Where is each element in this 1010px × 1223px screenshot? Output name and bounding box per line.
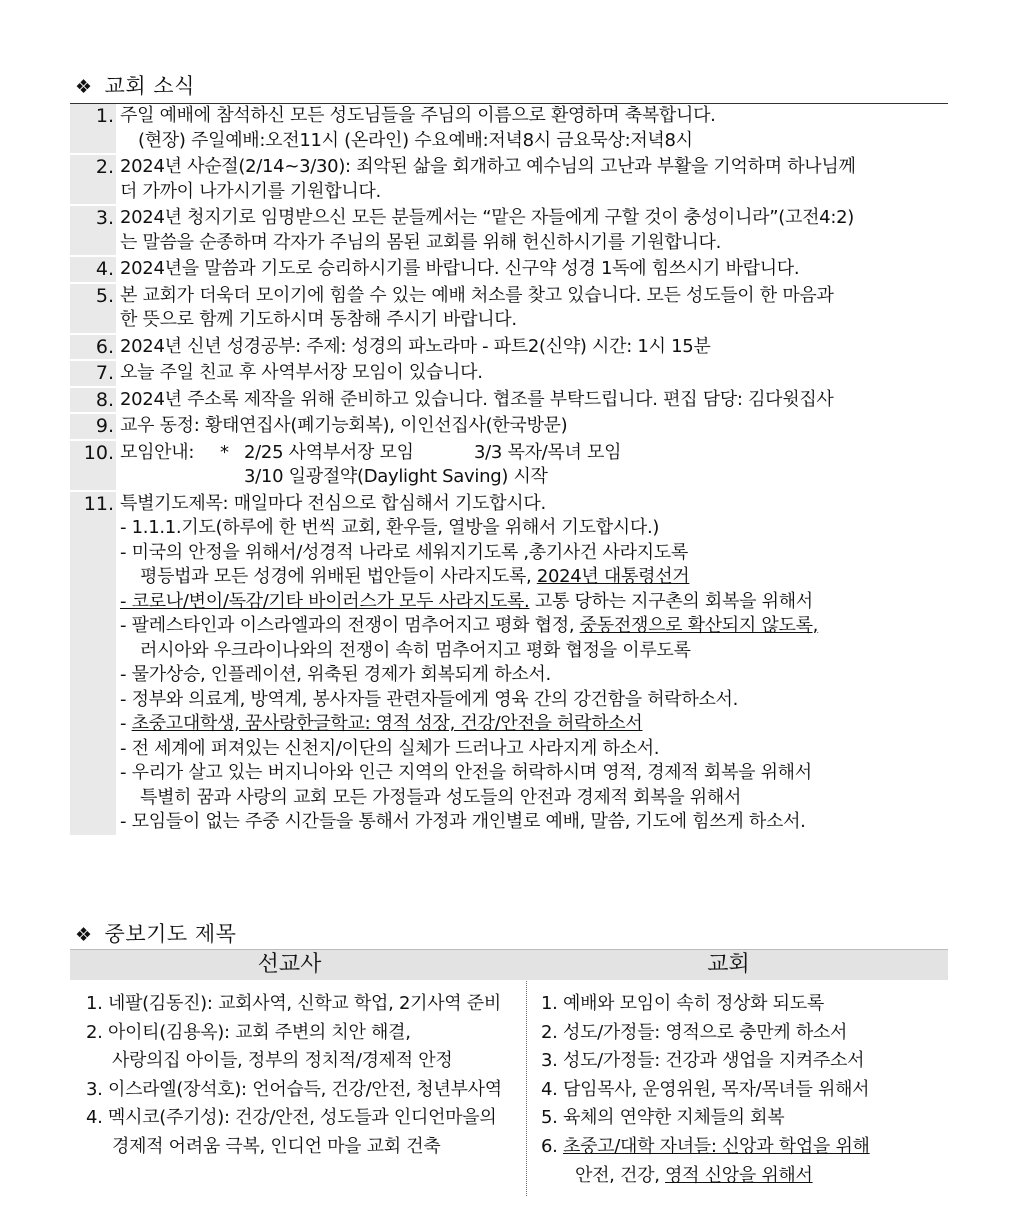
meeting-entry: 3/10 일광절약(Daylight Saving) 시작 [244,466,548,487]
prayer-bullet [120,614,948,639]
news-item [70,284,948,333]
prayer-title: 특별기도제목: 매일마다 전심으로 합심해서 기도합시다. [120,492,546,514]
news-item [70,155,948,204]
diamond-bullet-icon: ❖ [75,924,93,946]
prayer-bullet [120,712,948,737]
news-item-text [116,284,948,333]
news-item-number: 8. [70,388,116,413]
news-item-number: 9. [70,414,116,439]
missionary-item-cont: 사랑의집 아이들, 정부의 정치적/경제적 안정 [112,1050,453,1072]
news-item-text [116,388,948,413]
news-item-number: 1. [70,104,116,153]
church-column-header: 교회 [707,952,750,977]
prayer-bullet: - 미국의 안정을 위해서/성경적 나라로 세워지기도록 ,총기사건 사라지도록 [120,541,688,563]
meeting-entry: 3/3 목자/목녀 모임 [474,441,622,463]
news-item-number: 3. [70,206,116,255]
church-item: 5. 육체의 연약한 지체들의 회복 [541,1107,785,1129]
news-list [70,104,948,835]
news-item-text [116,492,948,835]
diamond-bullet-icon: ❖ [75,76,93,98]
missionary-list [86,990,522,1162]
church-list [541,990,946,1190]
news-line: 오늘 주일 친교 후 사역부서장 모임이 있습니다. [120,362,483,383]
news-item [70,361,948,386]
prayer-bullet: - 모임들이 없는 주중 시간들을 통해서 가정과 개인별로 예배, 말씀, 기도에 힘쓰게 하소서. [120,811,806,832]
church-item-cont [541,1162,946,1191]
prayer-bullet-cont: 러시아와 우크라이나와의 전쟁이 속히 멈추어지고 평화 협정을 이루도록 [140,639,691,661]
church-item: 1. 예배와 모임이 속히 정상화 되도록 [541,993,824,1014]
prayer-bullet-cont [120,565,948,590]
intercession-section-title [75,920,236,949]
church-item: 2. 성도/가정들: 영적으로 충만케 하소서 [541,1021,848,1043]
news-item-number: 5. [70,284,116,333]
news-line: 2024년 사순절(2/14~3/30): 죄악된 삶을 회개하고 예수님의 고난과 부활을 기억하며 하나님께 [120,156,856,177]
missionary-item: 4. 멕시코(주기성): 건강/안전, 성도들과 인디언마을의 [86,1107,497,1129]
news-item-text [116,361,948,386]
news-section-title [75,72,195,101]
news-item [70,414,948,439]
news-item-number: 11. [70,492,116,835]
church-item-underlined: 초중고/대학 자녀들: 신앙과 학업을 위해 [563,1135,870,1157]
prayer-text-underlined: 초중고대학생, 꿈사랑한글학교: 영적 성장, 건강/안전을 허락하소서 [131,713,643,734]
news-item-text [116,206,948,255]
prayer-text: - 팔레스타인과 이스라엘과의 전쟁이 멈추어지고 평화 협정, [120,615,580,636]
church-item-number: 6. [541,1135,563,1157]
church-item-underlined: 영적 신앙을 위해서 [665,1164,813,1186]
prayer-bullet: - 물가상승, 인플레이션, 위축된 경제가 회복되게 하소서. [120,664,551,685]
news-item-text [116,335,948,360]
prayer-text: 고통 당하는 지구촌의 회복을 위해서 [529,590,813,612]
news-item [70,388,948,413]
news-item-text [116,257,948,282]
news-item-number: 6. [70,335,116,360]
news-line: 2024년을 말씀과 기도로 승리하시기를 바랍니다. 신구약 성경 1독에 힘쓰시기 바랍니다. [120,258,800,279]
news-item-number: 2. [70,155,116,204]
prayer-bullet: - 우리가 살고 있는 버지니아와 인근 지역의 안전을 허락하시며 영적, 경제적 회복을 위해서 [120,762,812,783]
missionary-item: 2. 아이티(김용옥): 교회 주변의 치안 해결, [86,1021,411,1043]
intercession-title-text: 중보기도 제목 [104,922,237,946]
news-line: 2024년 주소록 제작을 위해 준비하고 있습니다. 협조를 부탁드립니다. 편집 담당: 김다윗집사 [120,388,834,410]
news-item [70,335,948,360]
news-item [70,257,948,282]
news-line: 더 가까이 나가시기를 기원합니다. [120,180,381,202]
prayer-bullet: - 1.1.1.기도(하루에 한 번씩 교회, 환우들, 열방을 위해서 기도합시다.) [120,517,660,538]
news-item-number: 7. [70,361,116,386]
news-line: 본 교회가 더욱더 모이기에 힘쓸 수 있는 예배 처소를 찾고 있습니다. 모든 성도들이 한 마음과 [120,284,834,306]
news-item-text [116,441,948,490]
news-item-text [116,155,948,204]
news-item-prayer [70,492,948,835]
prayer-text: - [120,713,132,734]
news-line: (현장) 주일예배:오전11시 (온라인) 수요예배:저녁8시 금요묵상:저녁8시 [138,129,693,151]
church-item: 3. 성도/가정들: 건강과 생업을 지켜주소서 [541,1050,865,1072]
prayer-bullet-cont: 특별히 꿈과 사랑의 교회 모든 가정들과 성도들의 안전과 경제적 회복을 위해서 [140,786,742,808]
church-item-text: 안전, 건강, [575,1164,666,1186]
news-line: 주일 예배에 참석하신 모든 성도님들을 주님의 이름으로 환영하며 축복합니다. [120,105,716,126]
prayer-bullet [120,590,948,615]
prayer-text: 평등법과 모든 성경에 위배된 법안들이 사라지도록, [140,566,537,587]
news-item [70,104,948,153]
church-item: 4. 담임목사, 운영위원, 목자/목녀들 위해서 [541,1078,870,1100]
news-item-number: 10. [70,441,116,490]
missionary-item: 1. 네팔(김동진): 교회사역, 신학교 학업, 2기사역 준비 [86,993,501,1014]
prayer-bullet: - 정부와 의료계, 방역계, 봉사자들 관련자들에게 영육 간의 강건함을 허락하소서. [120,688,739,710]
prayer-text-underlined: 중동전쟁으로 확산되지 않도록, [579,615,819,636]
intercession-table-header [70,949,948,980]
news-item-number: 4. [70,257,116,282]
news-line: 는 말씀을 순종하며 각자가 주님의 몸된 교회를 위해 헌신하시기를 기원합니다. [120,231,722,253]
prayer-text-underlined: - 코로나/변이/독감/기타 바이러스가 모두 사라지도록. [120,590,530,612]
meeting-star: * [220,441,229,463]
missionary-item-cont: 경제적 어려움 극복, 인디언 마을 교회 건축 [112,1135,441,1157]
news-item [70,206,948,255]
news-line: 교우 동정: 황태연집사(폐기능회복), 이인선집사(한국방문) [120,415,568,436]
prayer-bullet: - 전 세계에 퍼져있는 신천지/이단의 실체가 드러나고 사라지게 하소서. [120,737,660,759]
news-item-text [116,104,948,153]
news-line: 한 뜻으로 함께 기도하시며 동참해 주시기 바랍니다. [120,309,517,330]
meeting-entry: 2/25 사역부서장 모임 [244,441,414,463]
missionary-item: 3. 이스라엘(장석호): 언어습득, 건강/안전, 청년부사역 [86,1078,502,1100]
news-item-meetings [70,441,948,490]
news-title-text: 교회 소식 [104,74,195,98]
news-item-text [116,414,948,439]
meeting-label: 모임안내: [120,441,195,463]
church-item [541,1133,946,1162]
column-divider [526,981,527,1196]
news-line: 2024년 신년 성경공부: 주제: 성경의 파노라마 - 파트2(신약) 시간: 1시 15분 [120,335,711,357]
news-line: 2024년 청지기로 임명받으신 모든 분들께서는 “맡은 자들에게 구할 것이 충성이니라”(고전4:2) [120,207,854,228]
missionary-column-header: 선교사 [257,952,322,977]
prayer-text-underlined: 2024년 대통령선거 [536,566,690,587]
